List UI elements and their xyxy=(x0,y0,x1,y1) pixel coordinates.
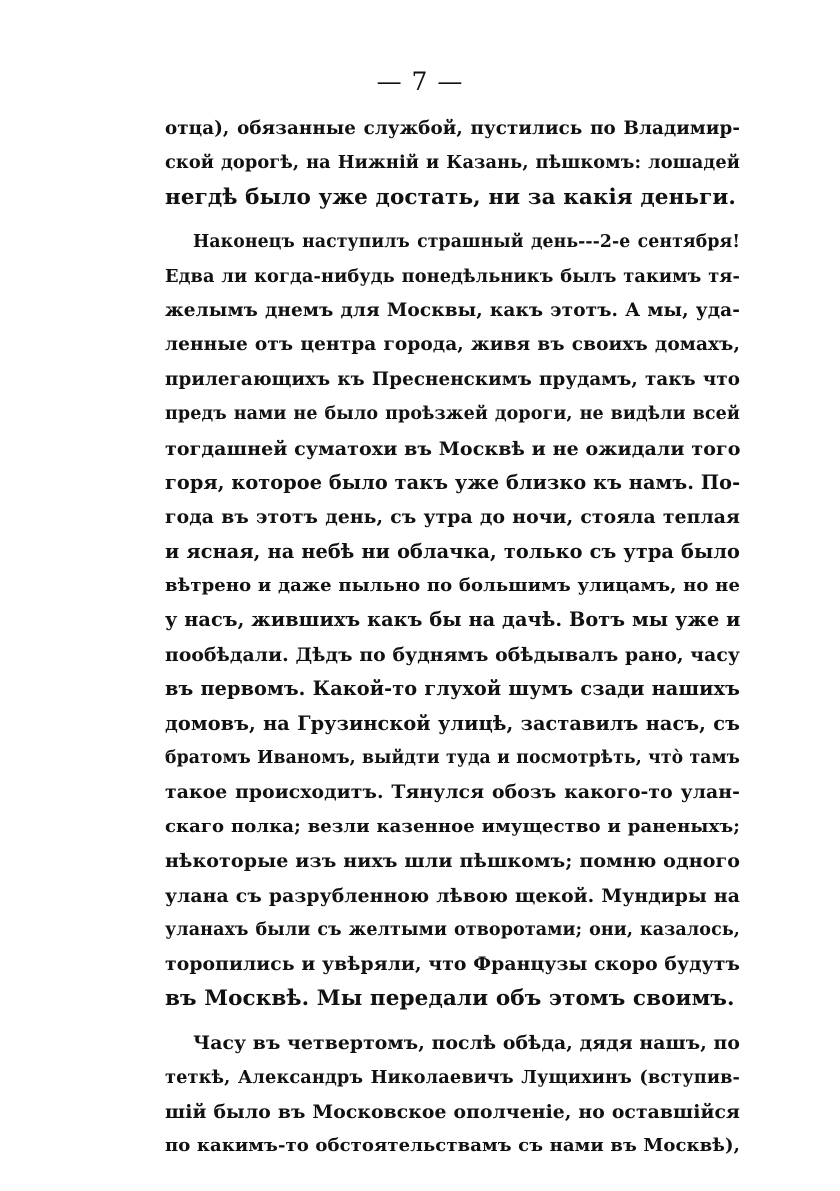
paragraph-gap xyxy=(165,215,740,225)
text-line: домовъ, на Грузинской улицѣ, заставилъ насъ, съ xyxy=(165,711,740,735)
text-line: вѣтрено и даже пыльно по большимъ улицамъ, но не xyxy=(165,575,740,597)
text-line: такое происходитъ. Тянулся обозъ какого-то улан- xyxy=(165,781,740,804)
paragraph-gap xyxy=(165,1016,740,1026)
text-line: по какимъ-то обстоятельствамъ съ нами въ Москвѣ), xyxy=(165,1135,740,1157)
text-line: прилегающихъ къ Пресненскимъ прудамъ, такъ что xyxy=(165,368,740,390)
text-line: уланахъ были съ желтыми отворотами; они, казалось, xyxy=(165,919,740,940)
text-line: Наконецъ наступилъ страшный день---2-е сентября! xyxy=(193,232,740,253)
text-line: въ первомъ. Какой-то глухой шумъ сзади нашихъ xyxy=(165,677,740,701)
text-line: братомъ Иваномъ, выйдти туда и посмотрѣть, что̀ тамъ xyxy=(165,748,740,769)
text-line: въ Москвѣ. Мы передали объ этомъ своимъ. xyxy=(165,985,735,1011)
body-text xyxy=(165,112,740,1164)
text-line: года въ этотъ день, съ утра до ночи, стояла теплая xyxy=(165,506,740,529)
text-line: теткѣ, Александръ Николаевичъ Лущихинъ (вступив- xyxy=(165,1066,740,1088)
text-line: Часу въ четвертомъ, послѣ обѣда, дядя нашъ, по xyxy=(193,1032,740,1055)
text-line: пообѣдали. Дѣдъ по буднямъ обѣдывалъ рано, часу xyxy=(165,643,740,666)
text-line: Едва ли когда-нибудь понедѣльникъ былъ такимъ тя- xyxy=(165,265,740,287)
text-line: горя, которое было такъ уже близко къ намъ. По- xyxy=(165,470,741,494)
text-line: шій было въ Московское ополченіе, но оставшійся xyxy=(165,1100,740,1123)
paragraph-3 xyxy=(165,1026,740,1164)
page-number: — 7 — xyxy=(376,67,464,96)
text-line: тогдашней суматохи въ Москвѣ и не ожидали того xyxy=(165,437,741,460)
text-line: отца), обязанные службой, пустились по Владимир- xyxy=(165,118,740,139)
text-line: торопились и увѣряли, что Французы скоро будутъ xyxy=(165,953,740,976)
text-line: желымъ днемъ для Москвы, какъ этотъ. А мы, уда- xyxy=(165,299,740,321)
text-line: ской дорогѣ, на Нижній и Казань, пѣшкомъ: лошадей xyxy=(165,152,740,174)
text-line: улана съ разрубленною лѣвою щекой. Мундиры на xyxy=(165,884,740,907)
text-line: предъ нами не было проѣзжей дороги, не видѣли всей xyxy=(165,404,740,425)
text-line: нѣкоторые изъ нихъ шли пѣшкомъ; помню одного xyxy=(165,850,740,873)
text-line: ленные отъ центра города, живя въ своихъ домахъ, xyxy=(165,334,740,356)
text-line: негдѣ было уже достать, ни за какія деньги. xyxy=(165,184,737,210)
paragraph-1 xyxy=(165,112,740,215)
text-line: и ясная, на небѣ ни облачка, только съ утра было xyxy=(165,539,740,563)
paragraph-2 xyxy=(165,225,740,1016)
text-line: скаго полка; везли казенное имущество и раненыхъ; xyxy=(165,815,740,837)
text-line: у насъ, жившихъ какъ бы на дачѣ. Вотъ мы уже и xyxy=(165,608,741,632)
